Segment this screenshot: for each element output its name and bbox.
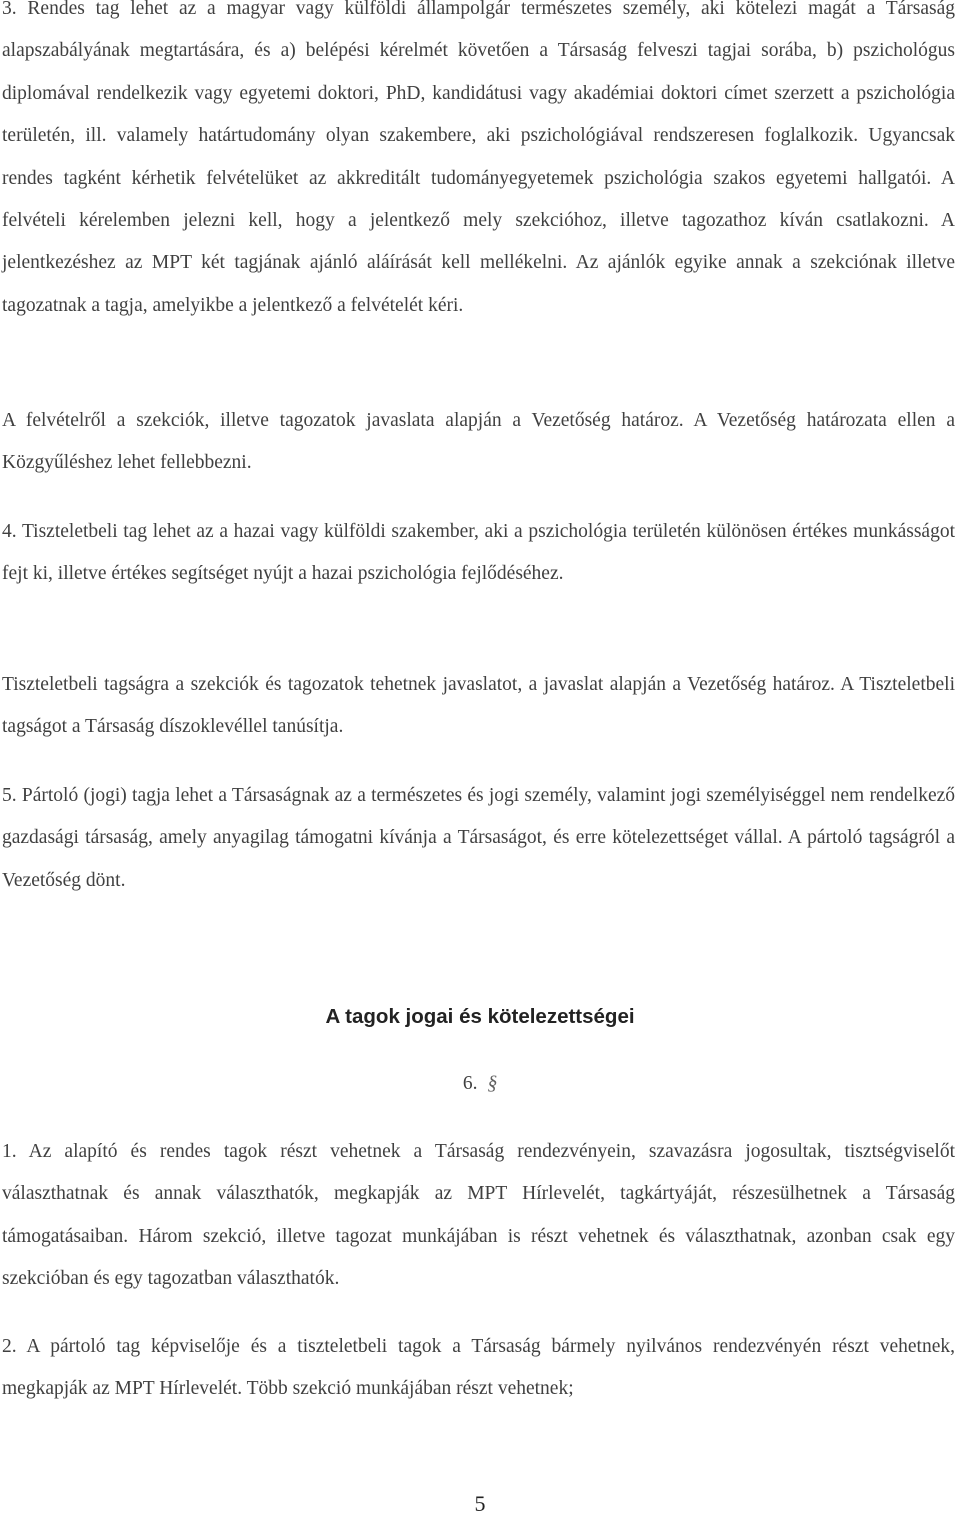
paragraph-4-honorary-member: 4. Tiszteletbeli tag lehet az a hazai vagy külföldi szakember, aki a pszichológia területén különösen értékes munkásságot fejt ki, illetve értékes segítséget nyújt a hazai pszichológia fejlődéséhez. — [2, 521, 955, 585]
section-heading: A tagok jogai és kötelezettségei — [325, 1005, 635, 1028]
section-number-text: 6. — [462, 1073, 478, 1094]
page-number: 5 — [474, 1491, 486, 1516]
paragraph-5-supporting-member: 5. Pártoló (jogi) tagja lehet a Társaságnak az a természetes és jogi személy, valamint jogi személyiséggel nem rendelkező gazdasági társaság, amely anyagilag támogatni kívánja a Társaságot, és erre kötelezettséget vállal. A pártoló tagságról a Vezetőség dönt. — [2, 785, 955, 891]
paragraph-1-member-rights: 1. Az alapító és rendes tagok részt vehetnek a Társaság rendezvényein, szavazásra jogosultak, tisztségviselőt választhatnak és annak választhatók, megkapják az MPT Hírlevelét, tagkártyáját, részesülhetnek a Társaság támogatásaiban. Három szekció, illetve tagozat munkájában is részt vehetnek és választhatnak, azonban csak egy szekcióban és egy tagozatban választhatók. — [2, 1141, 955, 1290]
paragraph-admission-decision: A felvételről a szekciók, illetve tagozatok javaslata alapján a Vezetőség határoz. A Vezetőség határozata ellen a Közgyűléshez lehet fellebbezni. — [2, 410, 955, 474]
paragraph-3-regular-member: 3. Rendes tag lehet az a magyar vagy külföldi állampolgár természetes személy, aki kötelezi magát a Társaság alapszabályának megtartására, és a) belépési kérelmét követően a Társaság felveszi tagjai sorába, b) pszichológus diplomával rendelkezik vagy egyetemi doktori, PhD, kandidátusi vagy akadémiai doktori címet szerzett a pszichológia területén, ill. valamely határtudomány olyan szakembere, aki pszichológiával rendszeresen foglalkozik. Ugyancsak rendes tagként kérhetik felvételüket az akkreditált tudományegyetemek pszichológia szakos egyetemi hallgatói. A felvételi kérelemben jelezni kell, hogy a jelentkező mely szekcióhoz, illetve tagozathoz kíván csatlakozni. A jelentkezéshez az MPT két tagjának ajánló aláírását kell mellékelni. Az ajánlók egyike annak a szekciónak illetve tagozatnak a tagja, amelyikbe a jelentkező a felvételét kéri. — [2, 0, 955, 316]
section-sign-icon: § — [487, 1073, 498, 1094]
paragraph-honorary-nomination: Tiszteletbeli tagságra a szekciók és tagozatok tehetnek javaslatot, a javaslat alapján a Vezetőség határoz. A Tiszteletbeli tagságot a Társaság díszoklevéllel tanúsítja. — [2, 674, 955, 738]
section-number — [0, 1068, 960, 1100]
paragraph-2-supporting-rights: 2. A pártoló tag képviselője és a tiszteletbeli tagok a Társaság bármely nyilvános rendezvényén részt vehetnek, megkapják az MPT Hírlevelét. Több szekció munkájában részt vehetnek; — [2, 1336, 955, 1400]
